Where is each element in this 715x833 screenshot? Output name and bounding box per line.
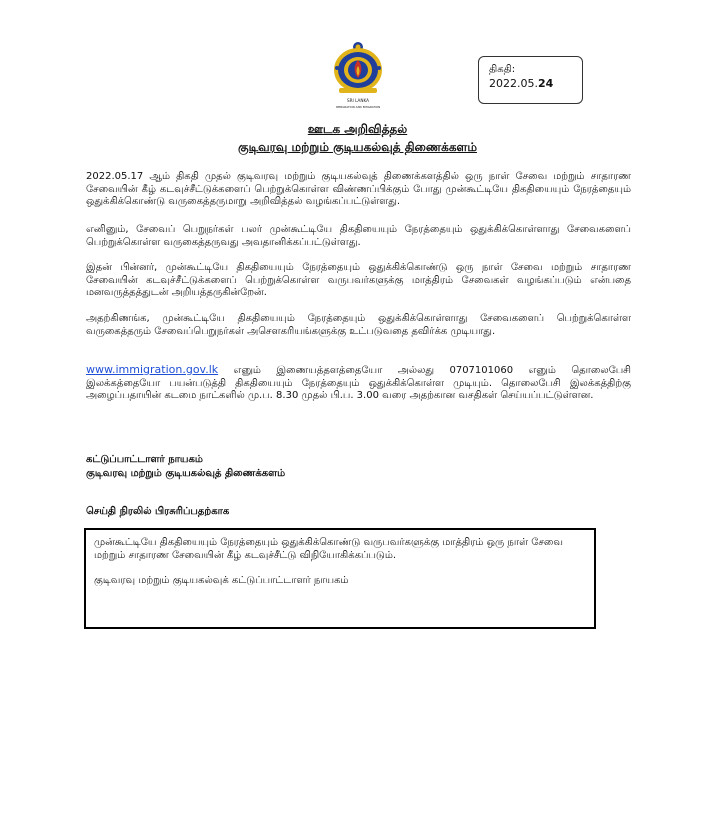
date-label: திகதி: — [489, 64, 516, 75]
date-box — [478, 56, 583, 104]
immigration-website-link[interactable]: www.immigration.gov.lk — [86, 363, 219, 376]
body-paragraph-1: 2022.05.17 ஆம் திகதி முதல் குடிவரவு மற்றும் குடியகல்வுத் திணைக்களத்தில் ஒரு நாள் சேவை மற்றும் சாதாரண சேவையின் கீழ் கடவுச்சீட்டுக்களைப் பெற்றுக்கொள்ள விண்ணப்பிக்கும் போது முன்கூட்டியே திகதியையும் நேரத்தையும் ஒதுக்கிக்கொண்டு வருகைத்தருமாறு அறிவித்தல் வழங்கப்பட்டுள்ளது. — [86, 171, 631, 207]
body-paragraph-2: எனினும், சேவைப் பெறுநர்கள் பலர் முன்கூட்டியே திகதியையும் நேரத்தையும் ஒதுக்கிக்கொள்ளாது சேவைகளைப் பெற்றுக்கொள்ள வருகைத்தருவது அவதானிக்கப்பட்டுள்ளது. — [86, 224, 631, 248]
notice-text: முன்கூட்டியே திகதியையும் நேரத்தையும் ஒதுக்கிக்கொண்டு வருபவர்களுக்கு மாத்திரம் ஒரு நாள் சேவை மற்றும் சாதாரண சேவையின் கீழ் கடவுச்சீட்டு விநியோகிக்கப்படும். — [94, 537, 563, 561]
body-paragraph-4: அதற்கிணங்க, முன்கூட்டியே திகதியையும் நேரத்தையும் ஒதுக்கிக்கொள்ளாது சேவைகளைப் பெற்றுக்கொள்ள வருகைத்தரும் சேவைப்பெறுநர்கள் அசௌகரியங்களுக்கு உட்படுவதை தவிர்க்க முடியாது. — [86, 313, 631, 337]
notice-box — [84, 528, 596, 629]
emblem-caption-2: IMMIGRATION AND EMIGRATION — [335, 105, 381, 109]
department-title: குடிவரவு மற்றும் குடியகல்வுத் திணைக்களம் — [237, 140, 478, 154]
press-heading: செய்தி நிரலில் பிரசுரிப்பதற்காக — [86, 506, 230, 517]
signature-department: குடிவரவு மற்றும் குடியகல்வுத் திணைக்களம் — [86, 468, 286, 479]
date-value — [489, 77, 582, 91]
body-paragraph-5-text: எனும் இணையத்தளத்தையோ அல்லது 0707101060 எனும் தொலைபேசி இலக்கத்தையோ பயன்படுத்தி திகதியையும் நேரத்தையும் ஒதுக்கிக்கொள்ள முடியும். தொலைபேசி இலக்கத்திற்கு அழைப்பதாயின் கடமை நாட்களில் மு.ப. 8.30 முதல் பி.ப. 3.00 வரை அதற்கான வசதிகள் செய்யப்பட்டுள்ளன. — [86, 365, 631, 401]
notice-signature: குடிவரவு மற்றும் குடியகல்வுக் கட்டுப்பாட்டாளர் நாயகம் — [94, 575, 349, 586]
body-paragraph-5 — [86, 364, 631, 403]
press-release-title: ஊடக அறிவித்தல் — [307, 122, 408, 136]
signature-title: கட்டுப்பாட்டாளர் நாயகம் — [86, 454, 203, 465]
department-emblem-logo — [331, 40, 385, 112]
emblem-caption-1: SRI LANKA — [346, 98, 370, 103]
date-value-prefix: 2022.05. — [489, 77, 538, 90]
body-paragraph-3: இதன் பின்னர், முன்கூட்டியே திகதியையும் நேரத்தையும் ஒதுக்கிக்கொண்டு ஒரு நாள் சேவை மற்றும் சாதாரண சேவையின் கடவுச்சீட்டுக்களைப் பெற்றுக்கொள்ள வருபவர்களுக்கு மாத்திரம் சேவைகள் வழங்கப்படும் என்பதை மனவருத்தத்துடன் அறியத்தருகின்றேன். — [86, 262, 631, 298]
date-value-day: 24 — [537, 77, 554, 90]
